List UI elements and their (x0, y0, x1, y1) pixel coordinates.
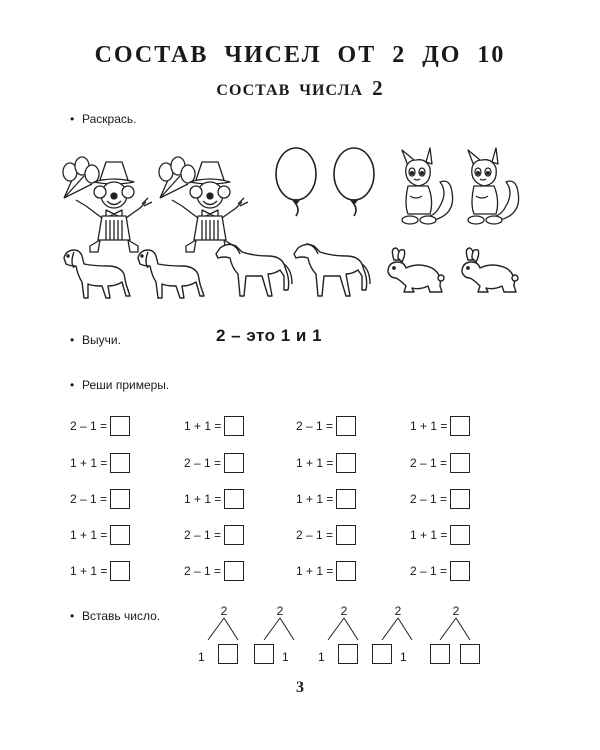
tree-branch (344, 618, 358, 640)
rabbit-icon (388, 248, 444, 292)
example-expression: 1 + 1 = (296, 456, 334, 470)
task-insert (70, 609, 160, 623)
example-item (70, 559, 130, 583)
tree-right-box[interactable] (338, 644, 358, 664)
example-expression: 2 – 1 = (296, 528, 334, 542)
answer-box[interactable] (110, 453, 130, 473)
example-expression: 2 – 1 = (410, 492, 448, 506)
example-item (184, 487, 244, 511)
example-item (184, 451, 244, 475)
example-item (410, 451, 470, 475)
answer-box[interactable] (336, 489, 356, 509)
example-expression: 2 – 1 = (410, 456, 448, 470)
example-expression: 1 + 1 = (70, 528, 108, 542)
answer-box[interactable] (336, 561, 356, 581)
answer-box[interactable] (336, 453, 356, 473)
tree-branch (328, 618, 344, 640)
example-item (296, 523, 356, 547)
clown-with-balloons-icon (159, 157, 248, 252)
task-color-label: Раскрась. (82, 112, 137, 126)
example-item (184, 523, 244, 547)
example-expression: 2 – 1 = (184, 528, 222, 542)
subtitle-number: 2 (372, 76, 384, 100)
dog-icon (138, 250, 204, 298)
example-item (410, 559, 470, 583)
answer-box[interactable] (336, 416, 356, 436)
horse-icon (294, 244, 370, 296)
tree-right-box[interactable] (218, 644, 238, 664)
example-item (410, 487, 470, 511)
tree-left-number: 1 (198, 650, 205, 664)
answer-box[interactable] (336, 525, 356, 545)
task-learn (70, 333, 121, 347)
example-expression: 2 – 1 = (70, 419, 108, 433)
subtitle-text: СОСТАВ ЧИСЛА (216, 82, 364, 99)
tree-branch (382, 618, 398, 640)
tree-left-box[interactable] (372, 644, 392, 664)
page-title: СОСТАВ ЧИСЕЛ ОТ 2 ДО 10 (94, 42, 506, 68)
example-item (184, 414, 244, 438)
tree-left-number: 1 (318, 650, 325, 664)
answer-box[interactable] (450, 525, 470, 545)
tree-right-number: 1 (400, 650, 407, 664)
example-expression: 1 + 1 = (296, 492, 334, 506)
tree-top-number: 2 (276, 604, 284, 618)
example-item (410, 414, 470, 438)
answer-box[interactable] (110, 489, 130, 509)
example-expression: 2 – 1 = (296, 419, 334, 433)
example-item (410, 523, 470, 547)
tree-branch (440, 618, 456, 640)
example-item (296, 487, 356, 511)
bullet: • (70, 609, 75, 623)
balloon-icon (276, 148, 316, 216)
example-expression: 1 + 1 = (184, 492, 222, 506)
answer-box[interactable] (224, 416, 244, 436)
tree-left-box[interactable] (430, 644, 450, 664)
tree-branch (280, 618, 294, 640)
example-item (296, 414, 356, 438)
dog-icon (64, 250, 130, 298)
tree-branch (456, 618, 470, 640)
coloring-pictures (0, 0, 600, 310)
task-learn-label: Выучи. (82, 333, 121, 347)
tree-right-box[interactable] (460, 644, 480, 664)
task-solve-label: Реши примеры. (82, 378, 170, 392)
answer-box[interactable] (110, 416, 130, 436)
example-item (296, 451, 356, 475)
squirrel-icon (402, 148, 453, 224)
squirrel-icon (468, 148, 519, 224)
example-item (184, 559, 244, 583)
tree-top-number: 2 (394, 604, 402, 618)
tree-top-number: 2 (340, 604, 348, 618)
example-expression: 1 + 1 = (296, 564, 334, 578)
answer-box[interactable] (450, 489, 470, 509)
tree-top-number: 2 (452, 604, 460, 618)
bullet: • (70, 378, 75, 392)
answer-box[interactable] (450, 416, 470, 436)
example-expression: 2 – 1 = (184, 456, 222, 470)
bullet: • (70, 112, 75, 126)
answer-box[interactable] (224, 489, 244, 509)
answer-box[interactable] (224, 525, 244, 545)
tree-right-number: 1 (282, 650, 289, 664)
answer-box[interactable] (224, 453, 244, 473)
answer-box[interactable] (450, 561, 470, 581)
balloon-icon (334, 148, 374, 216)
example-expression: 2 – 1 = (410, 564, 448, 578)
example-expression: 2 – 1 = (184, 564, 222, 578)
task-insert-label: Вставь число. (82, 609, 161, 623)
example-item (70, 487, 130, 511)
answer-box[interactable] (224, 561, 244, 581)
example-expression: 1 + 1 = (70, 564, 108, 578)
task-solve (70, 378, 169, 392)
tree-branch (208, 618, 224, 640)
tree-branch (224, 618, 238, 640)
tree-branch (398, 618, 412, 640)
page-number: 3 (296, 679, 304, 696)
example-expression: 2 – 1 = (70, 492, 108, 506)
rabbit-icon (462, 248, 518, 292)
tree-branch (264, 618, 280, 640)
example-item (296, 559, 356, 583)
horse-icon (216, 244, 292, 296)
example-expression: 1 + 1 = (184, 419, 222, 433)
tree-left-box[interactable] (254, 644, 274, 664)
example-expression: 1 + 1 = (410, 419, 448, 433)
example-expression: 1 + 1 = (70, 456, 108, 470)
bullet: • (70, 333, 75, 347)
clown-with-balloons-icon (63, 157, 152, 252)
example-item (70, 414, 130, 438)
answer-box[interactable] (110, 561, 130, 581)
tree-top-number: 2 (220, 604, 228, 618)
example-item (70, 451, 130, 475)
example-item (70, 523, 130, 547)
rule-statement: 2 – это 1 и 1 (216, 326, 323, 345)
answer-box[interactable] (450, 453, 470, 473)
example-expression: 1 + 1 = (410, 528, 448, 542)
answer-box[interactable] (110, 525, 130, 545)
